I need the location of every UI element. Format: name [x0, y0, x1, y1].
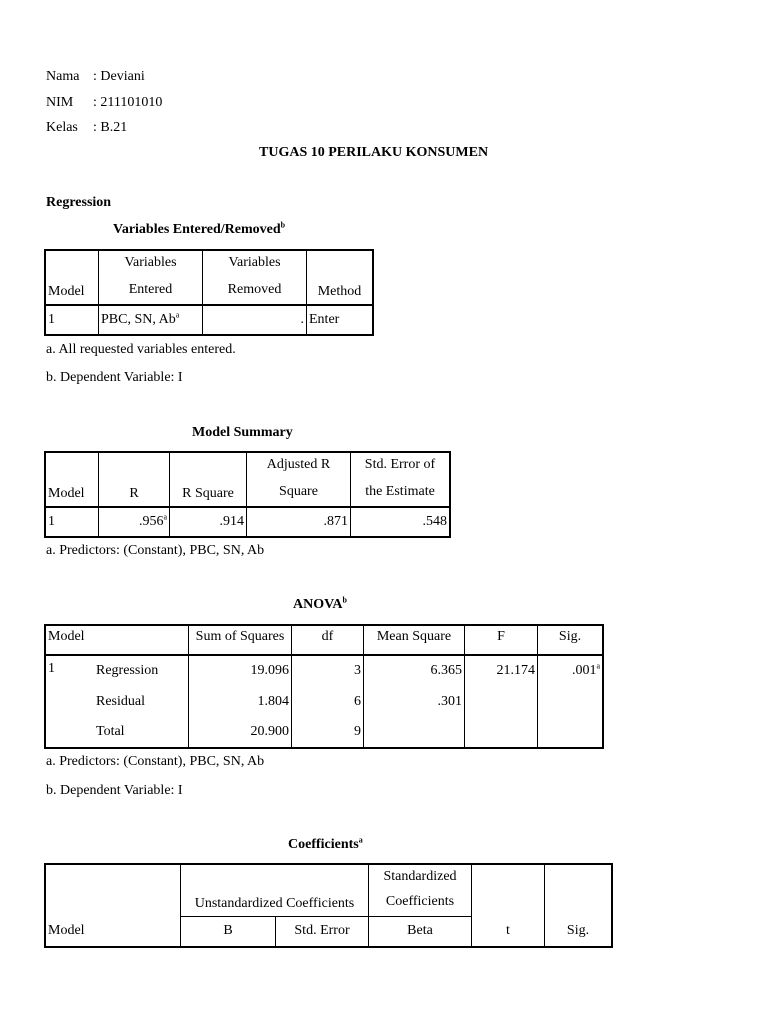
col-sum-of-squares: Sum of Squares	[189, 625, 292, 655]
cell-f: 21.174	[465, 655, 538, 686]
cell-sig	[538, 717, 604, 748]
table-row	[45, 655, 603, 686]
cell-ms	[364, 717, 465, 748]
cell-label: Regression	[96, 663, 159, 678]
col-df: df	[292, 625, 364, 655]
kelas-label: Kelas	[46, 120, 78, 135]
coef-table-title: Coefficients$^a$	[288, 835, 363, 852]
anova-table-title: ANOVA$^b$	[293, 595, 347, 612]
cell-r: .956$^a$	[99, 507, 170, 537]
kelas-value: : B.21	[93, 120, 128, 135]
col-removed-1: Variables	[203, 250, 307, 275]
cell-f	[465, 686, 538, 717]
col-sig-blank	[545, 864, 613, 916]
table-row	[45, 686, 603, 717]
cell-ss: 20.900	[189, 717, 292, 748]
cell-model: 1	[48, 514, 55, 529]
col-standardized-2: Coefficients	[369, 889, 472, 916]
cell-ss: 1.804	[189, 686, 292, 717]
table-row	[45, 717, 603, 748]
vars-note-a: a. All requested variables entered.	[46, 342, 236, 357]
col-standardized-1: Standardized	[369, 864, 472, 889]
cell-ss: 19.096	[189, 655, 292, 686]
cell-f	[465, 717, 538, 748]
col-sig: Sig.	[545, 916, 613, 947]
col-std-error-2: the Estimate	[351, 477, 451, 507]
cell-removed: .	[203, 305, 307, 335]
document-title: TUGAS 10 PERILAKU KONSUMEN	[259, 145, 489, 160]
col-mean-square: Mean Square	[364, 625, 465, 655]
nama-label: Nama	[46, 69, 80, 84]
col-r-square: R Square	[170, 452, 247, 507]
cell-label: Residual	[96, 693, 145, 709]
col-model: Model	[48, 486, 85, 501]
coefficients-table	[44, 863, 613, 948]
cell-df: 9	[292, 717, 364, 748]
vars-table-title: Variables Entered/Removed$^b$	[113, 220, 286, 237]
cell-label: Total	[96, 724, 125, 739]
col-adjusted-1: Adjusted R	[247, 452, 351, 477]
anova-note-b: b. Dependent Variable: I	[46, 783, 183, 798]
nama-value: : Deviani	[93, 69, 145, 84]
cell-model: 1	[48, 661, 55, 676]
col-model: Model	[48, 284, 85, 299]
cell-df: 6	[292, 686, 364, 717]
summary-note-a: a. Predictors: (Constant), PBC, SN, Ab	[46, 543, 265, 558]
vars-note-b: b. Dependent Variable: I	[46, 370, 183, 385]
cell-sig: .001$^a$	[538, 655, 604, 686]
col-t-blank	[472, 864, 545, 916]
col-model: Model	[48, 923, 85, 938]
cell-sig	[538, 686, 604, 717]
cell-entered: PBC, SN, Ab$^a$	[99, 305, 203, 335]
col-std-error-1: Std. Error of	[351, 452, 451, 477]
col-unstandardized: Unstandardized Coefficients	[181, 864, 369, 916]
summary-table-title: Model Summary	[192, 425, 293, 440]
col-entered-1: Variables	[99, 250, 203, 275]
cell-ms: .301	[364, 686, 465, 717]
col-beta: Beta	[369, 916, 472, 947]
table-row	[45, 507, 450, 537]
col-removed-2: Removed	[203, 275, 307, 305]
variables-table	[44, 249, 374, 336]
col-std-error: Std. Error	[276, 916, 369, 947]
cell-method: Enter	[307, 305, 374, 335]
table-row	[45, 305, 373, 335]
col-entered-2: Entered	[99, 275, 203, 305]
nim-value: : 211101010	[93, 95, 163, 110]
col-f: F	[465, 625, 538, 655]
cell-ms: 6.365	[364, 655, 465, 686]
section-heading: Regression	[46, 195, 112, 210]
col-b: B	[181, 916, 276, 947]
col-model-blank	[45, 864, 181, 916]
cell-r-square: .914	[170, 507, 247, 537]
cell-adjusted: .871	[247, 507, 351, 537]
nim-label: NIM	[46, 95, 74, 110]
cell-df: 3	[292, 655, 364, 686]
anova-note-a: a. Predictors: (Constant), PBC, SN, Ab	[46, 754, 265, 769]
model-summary-table	[44, 451, 451, 538]
cell-model: 1	[48, 312, 55, 327]
cell-std-error: .548	[351, 507, 451, 537]
col-r: R	[99, 452, 170, 507]
col-model: Model	[48, 629, 85, 644]
col-adjusted-2: Square	[247, 477, 351, 507]
col-sig: Sig.	[538, 625, 604, 655]
col-method: Method	[307, 250, 374, 305]
col-t: t	[472, 916, 545, 947]
anova-table	[44, 624, 604, 749]
